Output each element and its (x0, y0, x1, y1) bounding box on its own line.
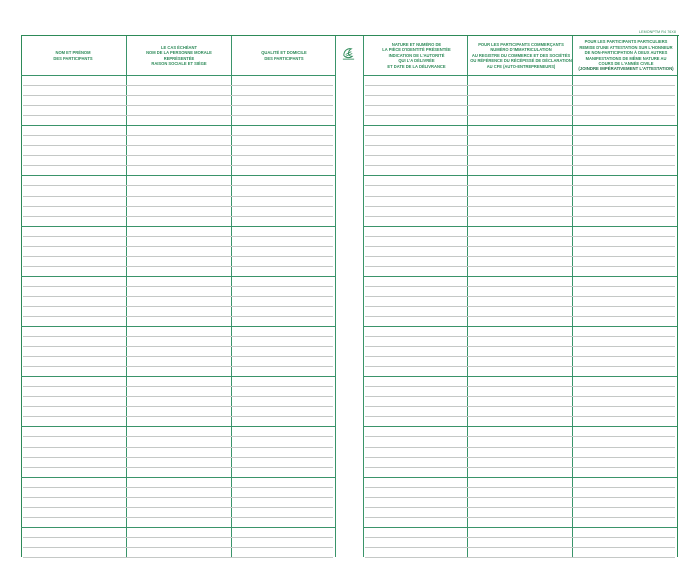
ruled-line (23, 246, 333, 247)
ruled-line (365, 145, 675, 146)
ruled-line (365, 256, 675, 257)
ruled-line (365, 236, 675, 237)
record-separator (21, 477, 335, 478)
ruled-line (23, 266, 333, 267)
ruled-line (365, 366, 675, 367)
ruled-line (23, 336, 333, 337)
ruled-line (365, 547, 675, 548)
ruled-line (365, 507, 675, 508)
ruled-line (365, 467, 675, 468)
ruled-line (23, 547, 333, 548)
ruled-line (365, 105, 675, 106)
ruled-line (365, 135, 675, 136)
ruled-line (365, 306, 675, 307)
header-divider (363, 75, 677, 76)
ruled-line (23, 115, 333, 116)
ruled-line (365, 165, 675, 166)
ruled-line (365, 396, 675, 397)
ruled-line (23, 286, 333, 287)
ruled-line (23, 346, 333, 347)
ruled-line (23, 216, 333, 217)
ruled-line (365, 95, 675, 96)
ruled-line (23, 457, 333, 458)
ruled-line (23, 447, 333, 448)
ruled-line (365, 457, 675, 458)
column-divider (21, 36, 22, 557)
record-separator (363, 477, 677, 478)
record-separator (21, 527, 335, 528)
record-separator (363, 527, 677, 528)
ruled-line (365, 336, 675, 337)
record-separator (21, 226, 335, 227)
record-separator (21, 376, 335, 377)
ruled-line (23, 386, 333, 387)
ruled-line (365, 416, 675, 417)
ruled-line (23, 95, 333, 96)
ruled-line (365, 406, 675, 407)
ruled-line (365, 557, 675, 558)
record-separator (363, 226, 677, 227)
record-separator (21, 326, 335, 327)
ruled-line (365, 356, 675, 357)
ruled-line (23, 196, 333, 197)
column-divider (677, 36, 678, 557)
ruled-line (365, 487, 675, 488)
ruled-line (365, 497, 675, 498)
ruled-line (23, 155, 333, 156)
ruled-line (23, 306, 333, 307)
ruled-line (365, 386, 675, 387)
record-separator (363, 175, 677, 176)
record-separator (363, 376, 677, 377)
header-commercial-registration: POUR LES PARTICIPANTS COMMERÇANTS NUMÉRO D'IMMATRICULATION AU REGISTRE DU COMMERCE ET DES SOCIÉTÉS OU RÉFÉRENCE DU RÉCÉPISSÉ DE DÉCLARATION AU CFE (AUTO-ENTREPRENEURS) (470, 41, 572, 69)
ruled-line (365, 155, 675, 156)
header-quality-domicile: QUALITÉ ET DOMICILE DES PARTICIPANTS (261, 50, 307, 61)
ruled-line (365, 196, 675, 197)
header-divider (21, 75, 335, 76)
ruled-line (365, 85, 675, 86)
record-separator (21, 175, 335, 176)
header-identity-document: NATURE ET NUMÉRO DE LA PIÈCE D'IDENTITÉ PRÉSENTÉE INDICATION DE L'AUTORITÉ QUI L'A DÉLIVRÉE ET DATE DE LA DÉLIVRANCE (382, 41, 451, 69)
ruled-line (23, 105, 333, 106)
ruled-line (23, 145, 333, 146)
ruled-line (23, 256, 333, 257)
column-divider (363, 36, 364, 557)
ruled-line (23, 436, 333, 437)
ruled-line (23, 396, 333, 397)
ruled-line (23, 557, 333, 558)
ruled-line (365, 346, 675, 347)
ruled-line (365, 286, 675, 287)
ruled-line (23, 467, 333, 468)
ruled-line (23, 366, 333, 367)
ruled-line (365, 185, 675, 186)
ruled-line (23, 497, 333, 498)
ruled-line (365, 296, 675, 297)
ruled-line (23, 206, 333, 207)
ruled-line (23, 487, 333, 488)
ruled-line (23, 537, 333, 538)
ruled-line (23, 517, 333, 518)
exacompta-logo-icon (341, 46, 356, 61)
header-private-attestation: POUR LES PARTICIPANTS PARTICULIERS REMISE D'UNE ATTESTATION SUR L'HONNEUR DE NON-PARTICIPATION À DEUX AUTRES MANIFESTATIONS DE MÊME NATURE AU COURS DE L'ANNÉE CIVILE (JOINDRE IMPÉRATIVEMENT L'ATTESTATION) (578, 39, 674, 72)
ruled-line (365, 206, 675, 207)
record-separator (363, 426, 677, 427)
ruled-line (23, 135, 333, 136)
record-separator (363, 326, 677, 327)
header-legal-entity: LE CAS ÉCHÉANT NOM DE LA PERSONNE MORALE REPRÉSENTÉE RAISON SOCIALE ET SIÈGE (146, 44, 212, 66)
ruled-line (23, 416, 333, 417)
ruled-line (23, 236, 333, 237)
ruled-line (365, 216, 675, 217)
record-separator (363, 276, 677, 277)
ruled-line (23, 85, 333, 86)
ruled-line (23, 296, 333, 297)
ruled-line (365, 316, 675, 317)
record-separator (21, 276, 335, 277)
header-name: NOM ET PRÉNOM DES PARTICIPANTS (53, 50, 93, 61)
ruled-line (365, 246, 675, 247)
register-reference: LEMONPTM R4 76X8 (639, 30, 676, 34)
ruled-line (23, 185, 333, 186)
ruled-line (365, 266, 675, 267)
ruled-line (365, 517, 675, 518)
ruled-line (23, 356, 333, 357)
register-page (21, 35, 679, 556)
column-divider (335, 36, 336, 557)
ruled-line (23, 165, 333, 166)
ruled-line (365, 447, 675, 448)
ruled-line (23, 316, 333, 317)
ruled-line (365, 436, 675, 437)
ruled-line (23, 406, 333, 407)
record-separator (21, 426, 335, 427)
ruled-line (23, 507, 333, 508)
ruled-line (365, 115, 675, 116)
record-separator (21, 125, 335, 126)
record-separator (363, 125, 677, 126)
ruled-line (365, 537, 675, 538)
